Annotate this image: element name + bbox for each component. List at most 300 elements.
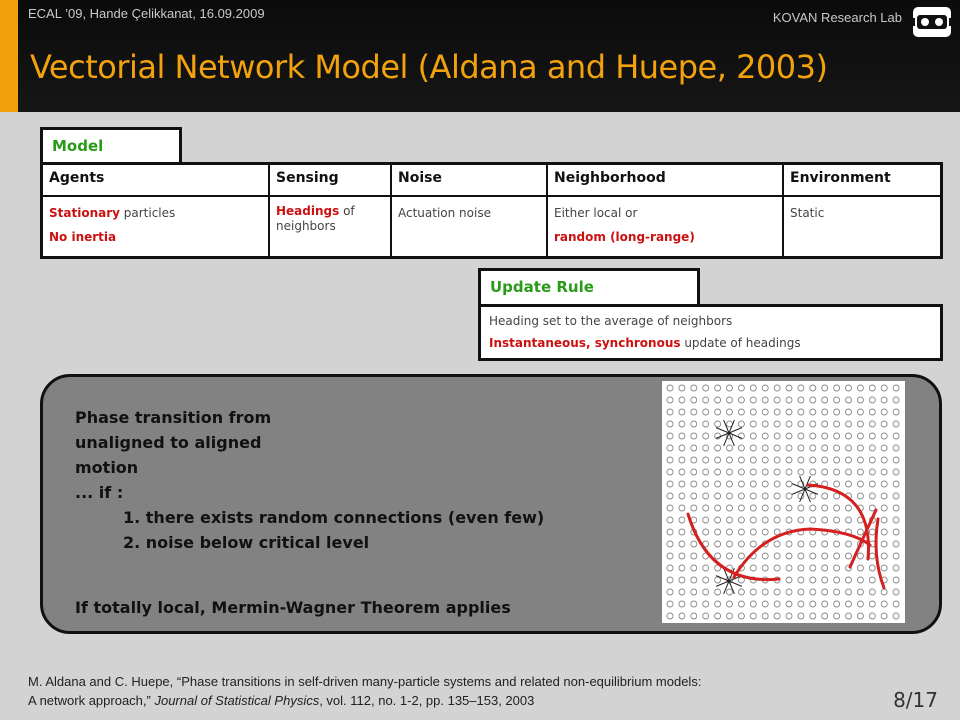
lattice-node: [691, 385, 697, 391]
lattice-node: [691, 421, 697, 427]
lattice-node: [750, 445, 756, 451]
lattice-node: [667, 457, 673, 463]
lattice-node: [810, 421, 816, 427]
lattice-node: [846, 505, 852, 511]
lattice-node: [762, 613, 768, 619]
lattice-node: [869, 601, 875, 607]
lattice-node: [786, 541, 792, 547]
lattice-node: [738, 553, 744, 559]
lattice-node: [786, 613, 792, 619]
lattice-node: [834, 469, 840, 475]
phase-line: Phase transition from: [75, 408, 272, 427]
lattice-node: [703, 469, 709, 475]
lattice-node: [727, 385, 733, 391]
lattice-node: [822, 385, 828, 391]
lattice-node: [798, 409, 804, 415]
lattice-node: [869, 577, 875, 583]
robot-face-icon: [912, 6, 952, 38]
lattice-node: [857, 589, 863, 595]
sensing-highlight: Headings: [276, 204, 340, 218]
lattice-node: [869, 565, 875, 571]
lattice-node: [738, 457, 744, 463]
lattice-node: [846, 421, 852, 427]
lattice-node: [893, 565, 899, 571]
lattice-node: [846, 409, 852, 415]
lattice-node: [691, 505, 697, 511]
lattice-node: [691, 481, 697, 487]
lattice-node: [715, 409, 721, 415]
lattice-node: [762, 493, 768, 499]
phase-line: ... if :: [75, 483, 124, 502]
lattice-node: [810, 601, 816, 607]
column-header: Neighborhood: [547, 164, 783, 197]
page-number: 8/17: [893, 688, 938, 712]
lattice-node: [667, 565, 673, 571]
lattice-node: [881, 445, 887, 451]
lattice-node: [846, 397, 852, 403]
lattice-node: [881, 421, 887, 427]
lattice-node: [822, 469, 828, 475]
lattice-node: [834, 457, 840, 463]
table-header-row: [42, 164, 942, 197]
lattice-node: [691, 445, 697, 451]
lattice-node: [750, 505, 756, 511]
lattice-node: [679, 565, 685, 571]
lattice-node: [857, 529, 863, 535]
lattice-node: [679, 541, 685, 547]
lattice-node: [667, 553, 673, 559]
column-header: Sensing: [269, 164, 391, 197]
lattice-node: [750, 529, 756, 535]
lattice-node: [762, 601, 768, 607]
lattice-node: [798, 457, 804, 463]
lattice-node: [798, 541, 804, 547]
lattice-node: [727, 541, 733, 547]
lattice-node: [738, 517, 744, 523]
lattice-node: [881, 433, 887, 439]
update-rule-line1: Heading set to the average of neighbors: [489, 314, 733, 328]
lattice-node: [834, 577, 840, 583]
lattice-node: [703, 601, 709, 607]
lattice-node: [738, 601, 744, 607]
lattice-node: [691, 397, 697, 403]
lattice-node: [774, 613, 780, 619]
lattice-node: [857, 421, 863, 427]
lattice-node: [750, 517, 756, 523]
lattice-node: [786, 565, 792, 571]
lattice-node: [834, 613, 840, 619]
lattice-node: [738, 385, 744, 391]
lattice-node: [703, 445, 709, 451]
lattice-node: [738, 505, 744, 511]
lattice-node: [857, 469, 863, 475]
lattice-node: [798, 421, 804, 427]
lattice-node: [798, 613, 804, 619]
lattice-node: [798, 445, 804, 451]
lattice-node: [727, 445, 733, 451]
lattice-node: [715, 469, 721, 475]
lattice-node: [703, 481, 709, 487]
lattice-node: [810, 445, 816, 451]
lattice-node: [810, 577, 816, 583]
lattice-node: [869, 385, 875, 391]
lattice-node: [857, 553, 863, 559]
update-rule-highlight: Instantaneous, synchronous: [489, 336, 681, 350]
lattice-node: [786, 445, 792, 451]
lattice-node: [703, 613, 709, 619]
lattice-node: [834, 505, 840, 511]
lattice-node: [750, 613, 756, 619]
lattice-node: [881, 601, 887, 607]
lattice-node: [810, 469, 816, 475]
update-rule-cell: [480, 306, 942, 360]
lattice-node: [715, 589, 721, 595]
lattice-node: [679, 589, 685, 595]
phase-line: unaligned to aligned: [75, 433, 262, 452]
lattice-node: [727, 613, 733, 619]
lattice-node: [691, 613, 697, 619]
lattice-node: [822, 517, 828, 523]
lattice-node: [881, 589, 887, 595]
lattice-node: [715, 553, 721, 559]
lattice-node: [738, 421, 744, 427]
lattice-node: [846, 553, 852, 559]
lattice-node: [679, 421, 685, 427]
lattice-node: [822, 589, 828, 595]
lattice-node: [750, 481, 756, 487]
lattice-node: [869, 433, 875, 439]
lattice-node: [786, 577, 792, 583]
lab-name: KOVAN Research Lab: [772, 10, 902, 25]
lattice-node: [727, 601, 733, 607]
lattice-node: [750, 589, 756, 595]
sensing-cell: [269, 196, 391, 258]
lattice-node: [822, 493, 828, 499]
lattice-node: [703, 589, 709, 595]
lattice-node: [893, 469, 899, 475]
lattice-node: [810, 409, 816, 415]
lattice-node: [691, 541, 697, 547]
lattice-node: [727, 517, 733, 523]
lattice-node: [762, 409, 768, 415]
lattice-node: [762, 445, 768, 451]
lattice-node: [703, 529, 709, 535]
lattice-node: [846, 589, 852, 595]
lattice-node: [834, 385, 840, 391]
lattice-node: [798, 385, 804, 391]
lattice-node: [679, 433, 685, 439]
lattice-node: [774, 385, 780, 391]
lattice-node: [810, 457, 816, 463]
lattice-node: [774, 541, 780, 547]
lattice-node: [727, 553, 733, 559]
lattice-node: [762, 469, 768, 475]
lattice-node: [881, 457, 887, 463]
lattice-node: [703, 577, 709, 583]
lattice-node: [774, 409, 780, 415]
lattice-node: [727, 529, 733, 535]
lattice-node: [893, 493, 899, 499]
lattice-node: [727, 469, 733, 475]
lattice-node: [774, 589, 780, 595]
lattice-node: [846, 469, 852, 475]
lattice-node: [715, 517, 721, 523]
lattice-node: [893, 457, 899, 463]
lattice-node: [727, 589, 733, 595]
update-rule-text: update of headings: [680, 336, 801, 350]
lattice-node: [869, 553, 875, 559]
lattice-node: [881, 529, 887, 535]
lattice-node: [869, 445, 875, 451]
lattice-node: [691, 565, 697, 571]
lattice-node: [869, 613, 875, 619]
lattice-node: [715, 505, 721, 511]
lattice-node: [846, 601, 852, 607]
column-header: Agents: [42, 164, 270, 197]
lattice-node: [715, 457, 721, 463]
lattice-node: [822, 601, 828, 607]
lattice-node: [667, 529, 673, 535]
lattice-node: [786, 493, 792, 499]
lattice-node: [893, 421, 899, 427]
lattice-node: [774, 469, 780, 475]
lattice-node: [774, 421, 780, 427]
lattice-node: [738, 613, 744, 619]
author-date: ECAL ’09, Hande Çelikkanat, 16.09.2009: [28, 6, 265, 21]
update-rule-table: [478, 304, 943, 361]
lattice-node: [703, 493, 709, 499]
lattice-node: [715, 613, 721, 619]
lattice-node: [679, 409, 685, 415]
lattice-node: [834, 445, 840, 451]
lattice-node: [857, 613, 863, 619]
lattice-node: [679, 553, 685, 559]
lattice-node: [881, 565, 887, 571]
lattice-node: [691, 589, 697, 595]
lattice-node: [774, 505, 780, 511]
lattice-node: [691, 469, 697, 475]
lattice-node: [703, 433, 709, 439]
column-header: Environment: [783, 164, 942, 197]
lattice-node: [774, 481, 780, 487]
lattice-node: [857, 577, 863, 583]
lattice-node: [810, 493, 816, 499]
lattice-node: [881, 613, 887, 619]
lattice-node: [834, 517, 840, 523]
lattice-node: [703, 565, 709, 571]
lattice-node: [881, 493, 887, 499]
lattice-node: [715, 445, 721, 451]
lattice-node: [667, 577, 673, 583]
lattice-node: [667, 469, 673, 475]
lattice-node: [834, 433, 840, 439]
lattice-node: [881, 481, 887, 487]
lattice-node: [715, 481, 721, 487]
lattice-node: [691, 409, 697, 415]
lattice-node: [822, 457, 828, 463]
lattice-node: [798, 469, 804, 475]
lattice-node: [691, 457, 697, 463]
lattice-node: [822, 565, 828, 571]
lattice-node: [810, 385, 816, 391]
phase-transition-text: [75, 405, 545, 617]
lattice-node: [715, 421, 721, 427]
lattice-node: [750, 421, 756, 427]
environment-cell: Static: [783, 196, 942, 258]
lattice-node: [893, 397, 899, 403]
lattice-node: [703, 517, 709, 523]
lattice-node: [727, 397, 733, 403]
lattice-node: [667, 601, 673, 607]
lattice-node: [893, 409, 899, 415]
lattice-node: [679, 469, 685, 475]
agents-cell: [42, 196, 270, 258]
lattice-node: [667, 421, 673, 427]
lattice-node: [762, 385, 768, 391]
lattice-node: [691, 577, 697, 583]
lattice-node: [774, 565, 780, 571]
lattice-node: [667, 409, 673, 415]
lattice-node: [857, 493, 863, 499]
lattice-node: [798, 601, 804, 607]
lattice-node: [786, 601, 792, 607]
lattice-node: [834, 397, 840, 403]
lattice-node: [750, 541, 756, 547]
lattice-node: [857, 481, 863, 487]
lattice-node: [881, 397, 887, 403]
lattice-node: [810, 505, 816, 511]
lattice-node: [727, 493, 733, 499]
lattice-node: [703, 505, 709, 511]
noise-cell: Actuation noise: [391, 196, 547, 258]
neighborhood-line2: random (long-range): [554, 230, 695, 244]
lattice-node: [715, 601, 721, 607]
lattice-node: [834, 565, 840, 571]
lattice-node: [822, 397, 828, 403]
lattice-node: [667, 385, 673, 391]
lattice-node: [846, 517, 852, 523]
lattice-node: [869, 469, 875, 475]
lattice-node: [750, 385, 756, 391]
lattice-node: [703, 385, 709, 391]
slide-title: Vectorial Network Model (Aldana and Huepe, 2003): [30, 48, 828, 86]
lattice-node: [893, 505, 899, 511]
lattice-node: [750, 457, 756, 463]
lattice-node: [750, 565, 756, 571]
lattice-node: [715, 577, 721, 583]
lattice-node: [846, 385, 852, 391]
lattice-node: [667, 433, 673, 439]
lattice-node: [691, 433, 697, 439]
lattice-node: [762, 517, 768, 523]
lattice-node: [881, 505, 887, 511]
lattice-node: [810, 565, 816, 571]
lattice-node: [786, 385, 792, 391]
lattice-node: [822, 553, 828, 559]
lattice-node: [703, 397, 709, 403]
lattice-node: [834, 481, 840, 487]
lattice-node: [750, 601, 756, 607]
lattice-node: [762, 481, 768, 487]
lattice-node: [798, 433, 804, 439]
lattice-node: [750, 397, 756, 403]
lattice-node: [715, 385, 721, 391]
lattice-node: [786, 397, 792, 403]
lattice-node: [822, 421, 828, 427]
lattice-node: [679, 577, 685, 583]
lattice-node: [750, 433, 756, 439]
lattice-node: [893, 433, 899, 439]
lattice-node: [667, 397, 673, 403]
lattice-node: [762, 421, 768, 427]
lattice-node: [715, 529, 721, 535]
lattice-node: [810, 397, 816, 403]
lattice-node: [893, 601, 899, 607]
lattice-node: [750, 493, 756, 499]
lattice-node: [893, 517, 899, 523]
lattice-node: [857, 397, 863, 403]
lattice-node: [738, 493, 744, 499]
lattice-node: [822, 445, 828, 451]
lattice-node: [810, 517, 816, 523]
lattice-node: [667, 589, 673, 595]
sensing-text: of neighbors: [276, 204, 355, 233]
lattice-node: [786, 409, 792, 415]
lattice-node: [703, 421, 709, 427]
lattice-node: [667, 541, 673, 547]
lattice-dots: [667, 385, 899, 619]
lattice-node: [667, 517, 673, 523]
lattice-node: [738, 445, 744, 451]
agents-text: particles: [119, 206, 176, 220]
lattice-node: [786, 469, 792, 475]
accent-bar: [0, 0, 18, 112]
lattice-node: [762, 433, 768, 439]
lattice-node: [774, 493, 780, 499]
lattice-node: [679, 385, 685, 391]
lattice-node: [774, 457, 780, 463]
column-header: Noise: [391, 164, 547, 197]
lattice-node: [691, 493, 697, 499]
lattice-node: [762, 457, 768, 463]
agents-line2: No inertia: [49, 230, 117, 244]
lattice-node: [822, 505, 828, 511]
lattice-node: [893, 541, 899, 547]
lattice-node: [881, 541, 887, 547]
lattice-node: [679, 505, 685, 511]
lattice-node: [691, 601, 697, 607]
lattice-node: [727, 409, 733, 415]
lattice-node: [798, 589, 804, 595]
citation-journal: Journal of Statistical Physics: [154, 693, 320, 708]
neighborhood-line1: Either local or: [554, 206, 638, 220]
lattice-node: [738, 469, 744, 475]
lattice-node: [869, 457, 875, 463]
lattice-node: [679, 445, 685, 451]
lattice-node: [786, 589, 792, 595]
lattice-node: [703, 409, 709, 415]
lattice-node: [762, 565, 768, 571]
lattice-node: [703, 457, 709, 463]
lattice-node: [869, 589, 875, 595]
lattice-node: [727, 505, 733, 511]
lattice-node: [857, 409, 863, 415]
lattice-node: [869, 529, 875, 535]
lattice-node: [798, 577, 804, 583]
citation-line2-pre: A network approach,”: [28, 693, 155, 708]
lattice-node: [893, 529, 899, 535]
lattice-node: [881, 469, 887, 475]
